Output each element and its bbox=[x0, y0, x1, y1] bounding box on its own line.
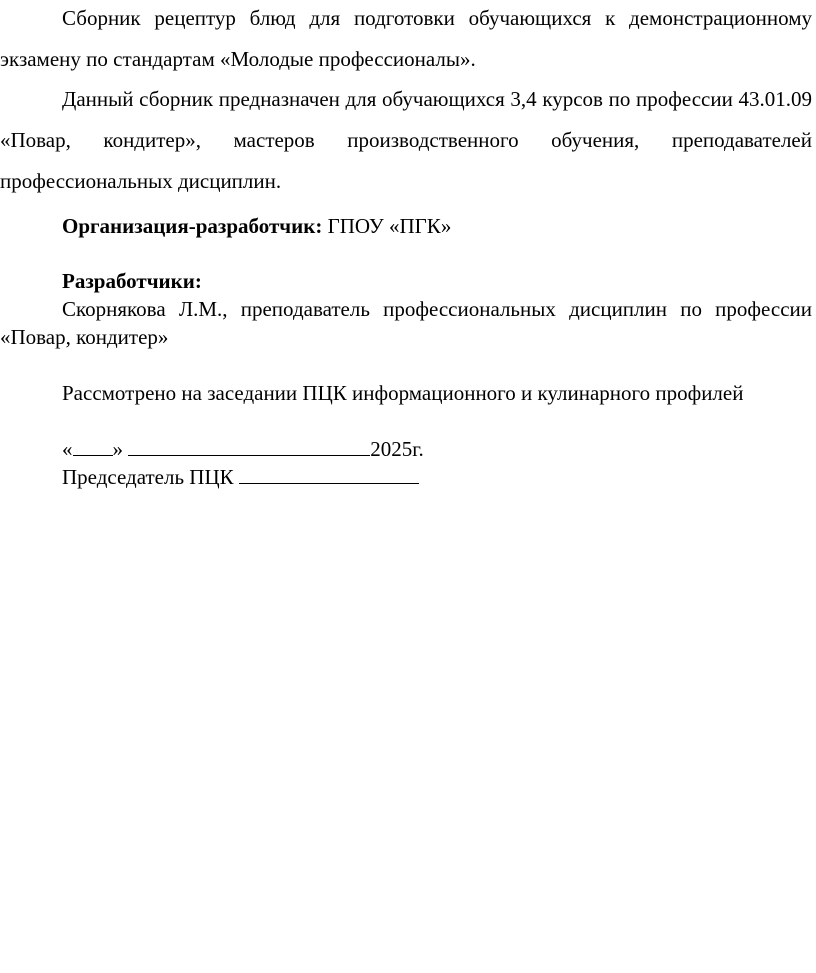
chairman-label: Председатель ПЦК bbox=[62, 465, 234, 489]
chairman-signature-blank bbox=[239, 463, 419, 484]
date-year: 2025г. bbox=[370, 437, 424, 461]
approval-text: Рассмотрено на заседании ПЦК информационного и кулинарного профилей bbox=[62, 381, 744, 405]
organization-line bbox=[62, 212, 451, 240]
developers-heading: Разработчики: bbox=[62, 269, 202, 293]
date-open-quote: « bbox=[62, 437, 73, 461]
organization-value: ГПОУ «ПГК» bbox=[327, 214, 452, 238]
intro-paragraph-2: Данный сборник предназначен для обучающихся 3,4 курсов по профессии 43.01.09 «Повар, кондитер», мастеров производственного обучения, преподавателей профессиональных дисциплин. bbox=[0, 87, 812, 193]
day-blank bbox=[73, 435, 113, 456]
approval-date-line bbox=[62, 435, 424, 463]
date-close-quote: » bbox=[112, 437, 123, 461]
chairman-line bbox=[62, 463, 419, 491]
developers-text: Скорнякова Л.М., преподаватель профессиональных дисциплин по профессии «Повар, кондитер» bbox=[0, 297, 812, 349]
organization-label: Организация-разработчик: bbox=[62, 214, 323, 238]
intro-paragraph-1: Сборник рецептур блюд для подготовки обучающихся к демонстрационному экзамену по стандартам «Молодые профессионалы». bbox=[0, 6, 812, 71]
month-blank bbox=[128, 435, 370, 456]
